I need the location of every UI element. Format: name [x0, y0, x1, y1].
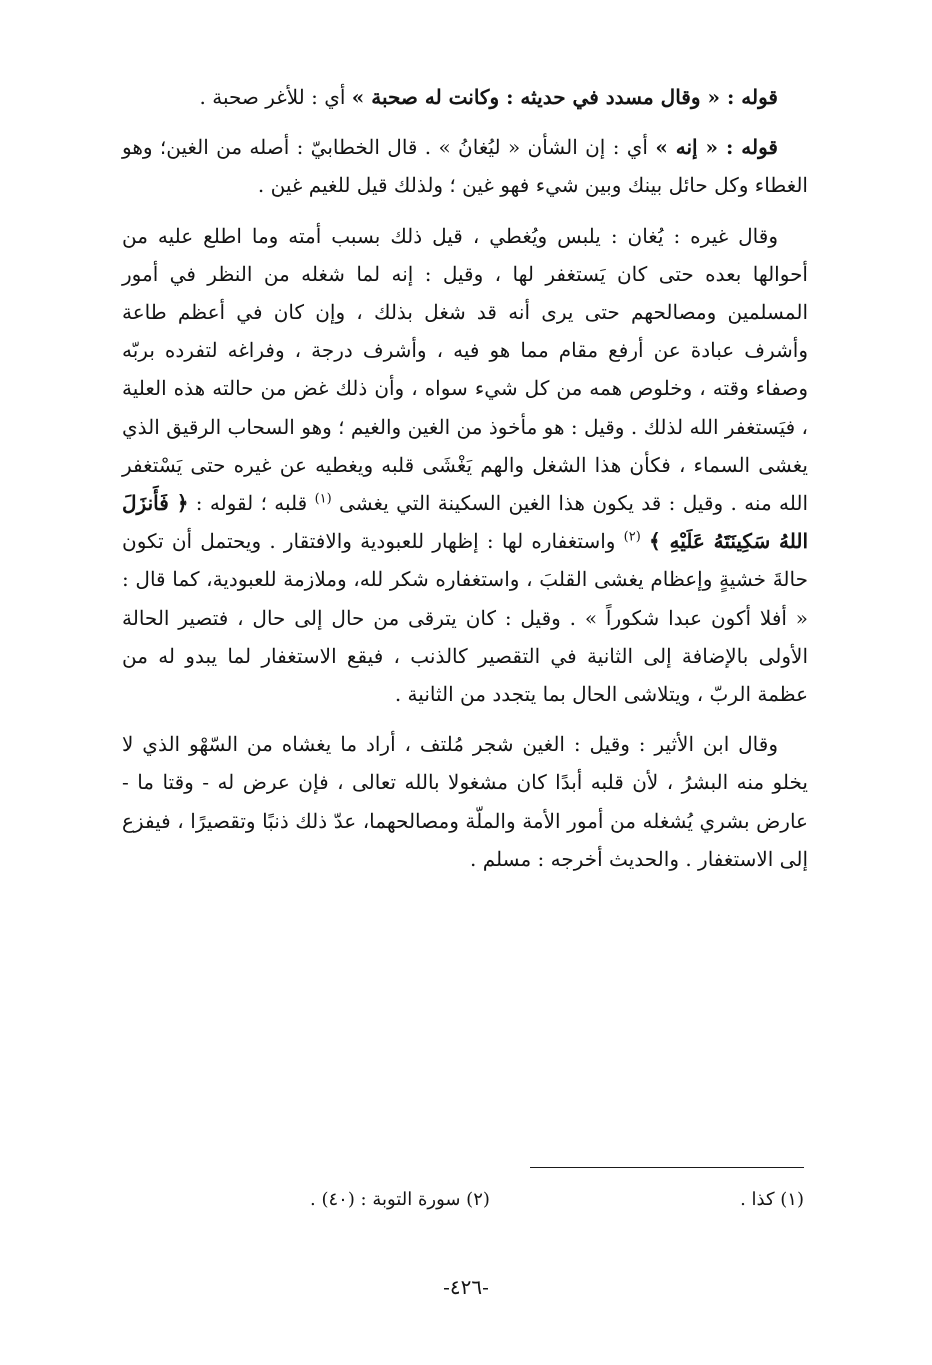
footnote-separator [530, 1167, 804, 1168]
text-run: أي : للأغر صحبة . [199, 85, 352, 109]
paragraph-1 [122, 78, 808, 116]
text-run: أي : إن الشأن « ليُغانُ » . قال الخطابيّ : أصله من الغين؛ وهو الغطاء وكل حائل بينك وبين شيء فهو غين ؛ ولذلك قيل للغيم غين . [122, 135, 808, 198]
footnote-2: (٢) سورة التوبة : (٤٠) . [310, 1189, 490, 1210]
footnote-marker: (١) [314, 491, 332, 507]
text-run: واستغفاره لها : إظهار للعبودية والافتقار . ويحتمل أن تكون حالةَ خشيةٍ وإعظام يغشى القلبَ ، واستغفاره شكر لله، وملازمة للعبودية، كما قال : « أفلا أكون عبدا شكوراً » . وقيل : كان يترقى من حال إلى حال ، فتصير الحالة الأولى بالإضافة إلى الثانية في التقصير كالذنب ، فيقع الاستغفار لما يبدو له من عظمة الربّ ، ويتلاشى الحال بما يتجدد من الثانية . [122, 529, 808, 707]
bold-run: ﴿ فَأَنزَلَ اللهُ سَكِينَتَهُ عَلَيْهِ ﴾ [122, 491, 809, 554]
footnotes [310, 1186, 804, 1214]
text-run: وقال غيره : يُغان : يلبس ويُغطي ، قيل ذلك بسبب أمته وما اطلع عليه من أحوالها بعده حتى كان يَستغفر لها ، وقيل : إنه لما شغله من النظر في أمور المسلمين ومصالحهم حتى يرى أنه قد شغل بذلك ، وإن كان في أعظم طاعة وأشرف عبادة عن أرفع مقام مما هو فيه ، وأشرف درجة ، وفراغه لتفرده بربّه وصفاء وقته ، وخلوص همه من كل شيء سواه ، وأن ذلك غض من حالته هذه العلية ، فيَستغفر الله لذلك . وقيل : هو مأخوذ من الغين والغيم ؛ وهو السحاب الرقيق الذي يغشى السماء ، فكأن هذا الشغل والهم يَغْشَى قلبه ويغطيه عن غيره حتى يَسْتغفر الله منه . وقيل : قد يكون هذا الغين السكينة التي يغشى [122, 223, 809, 516]
bold-run: قوله : « إنه » [655, 135, 778, 160]
text-run: قلبه ؛ لقوله : [188, 491, 315, 516]
paragraph-2 [122, 128, 808, 204]
footnote-1: (١) كذا . [740, 1189, 804, 1210]
footnote-marker: (٢) [623, 529, 641, 545]
paragraph-3 [122, 217, 808, 714]
text-run: وقال ابن الأثير : وقيل : الغين شجر مُلتف ، أراد ما يغشاه من السّهْو الذي لا يخلو منه البشرُ ، لأن قلبه أبدًا كان مشغولا بالله تعالى ، فإن عرض له - وقتا ما - عارض بشري يُشغله من أمور الأمة والملّة ومصالحهما، عدّ ذلك ذنبًا وتقصيرًا ، فيفزع إلى الاستغفار . والحديث أخرجه : مسلم . [122, 732, 808, 871]
main-text [122, 78, 808, 890]
bold-run: قوله : « وقال مسدد في حديثه : وكانت له صحبة » [351, 85, 778, 109]
paragraph-4 [122, 725, 808, 878]
text-run [641, 529, 649, 553]
page-number: -٤٢٦- [443, 1275, 489, 1299]
